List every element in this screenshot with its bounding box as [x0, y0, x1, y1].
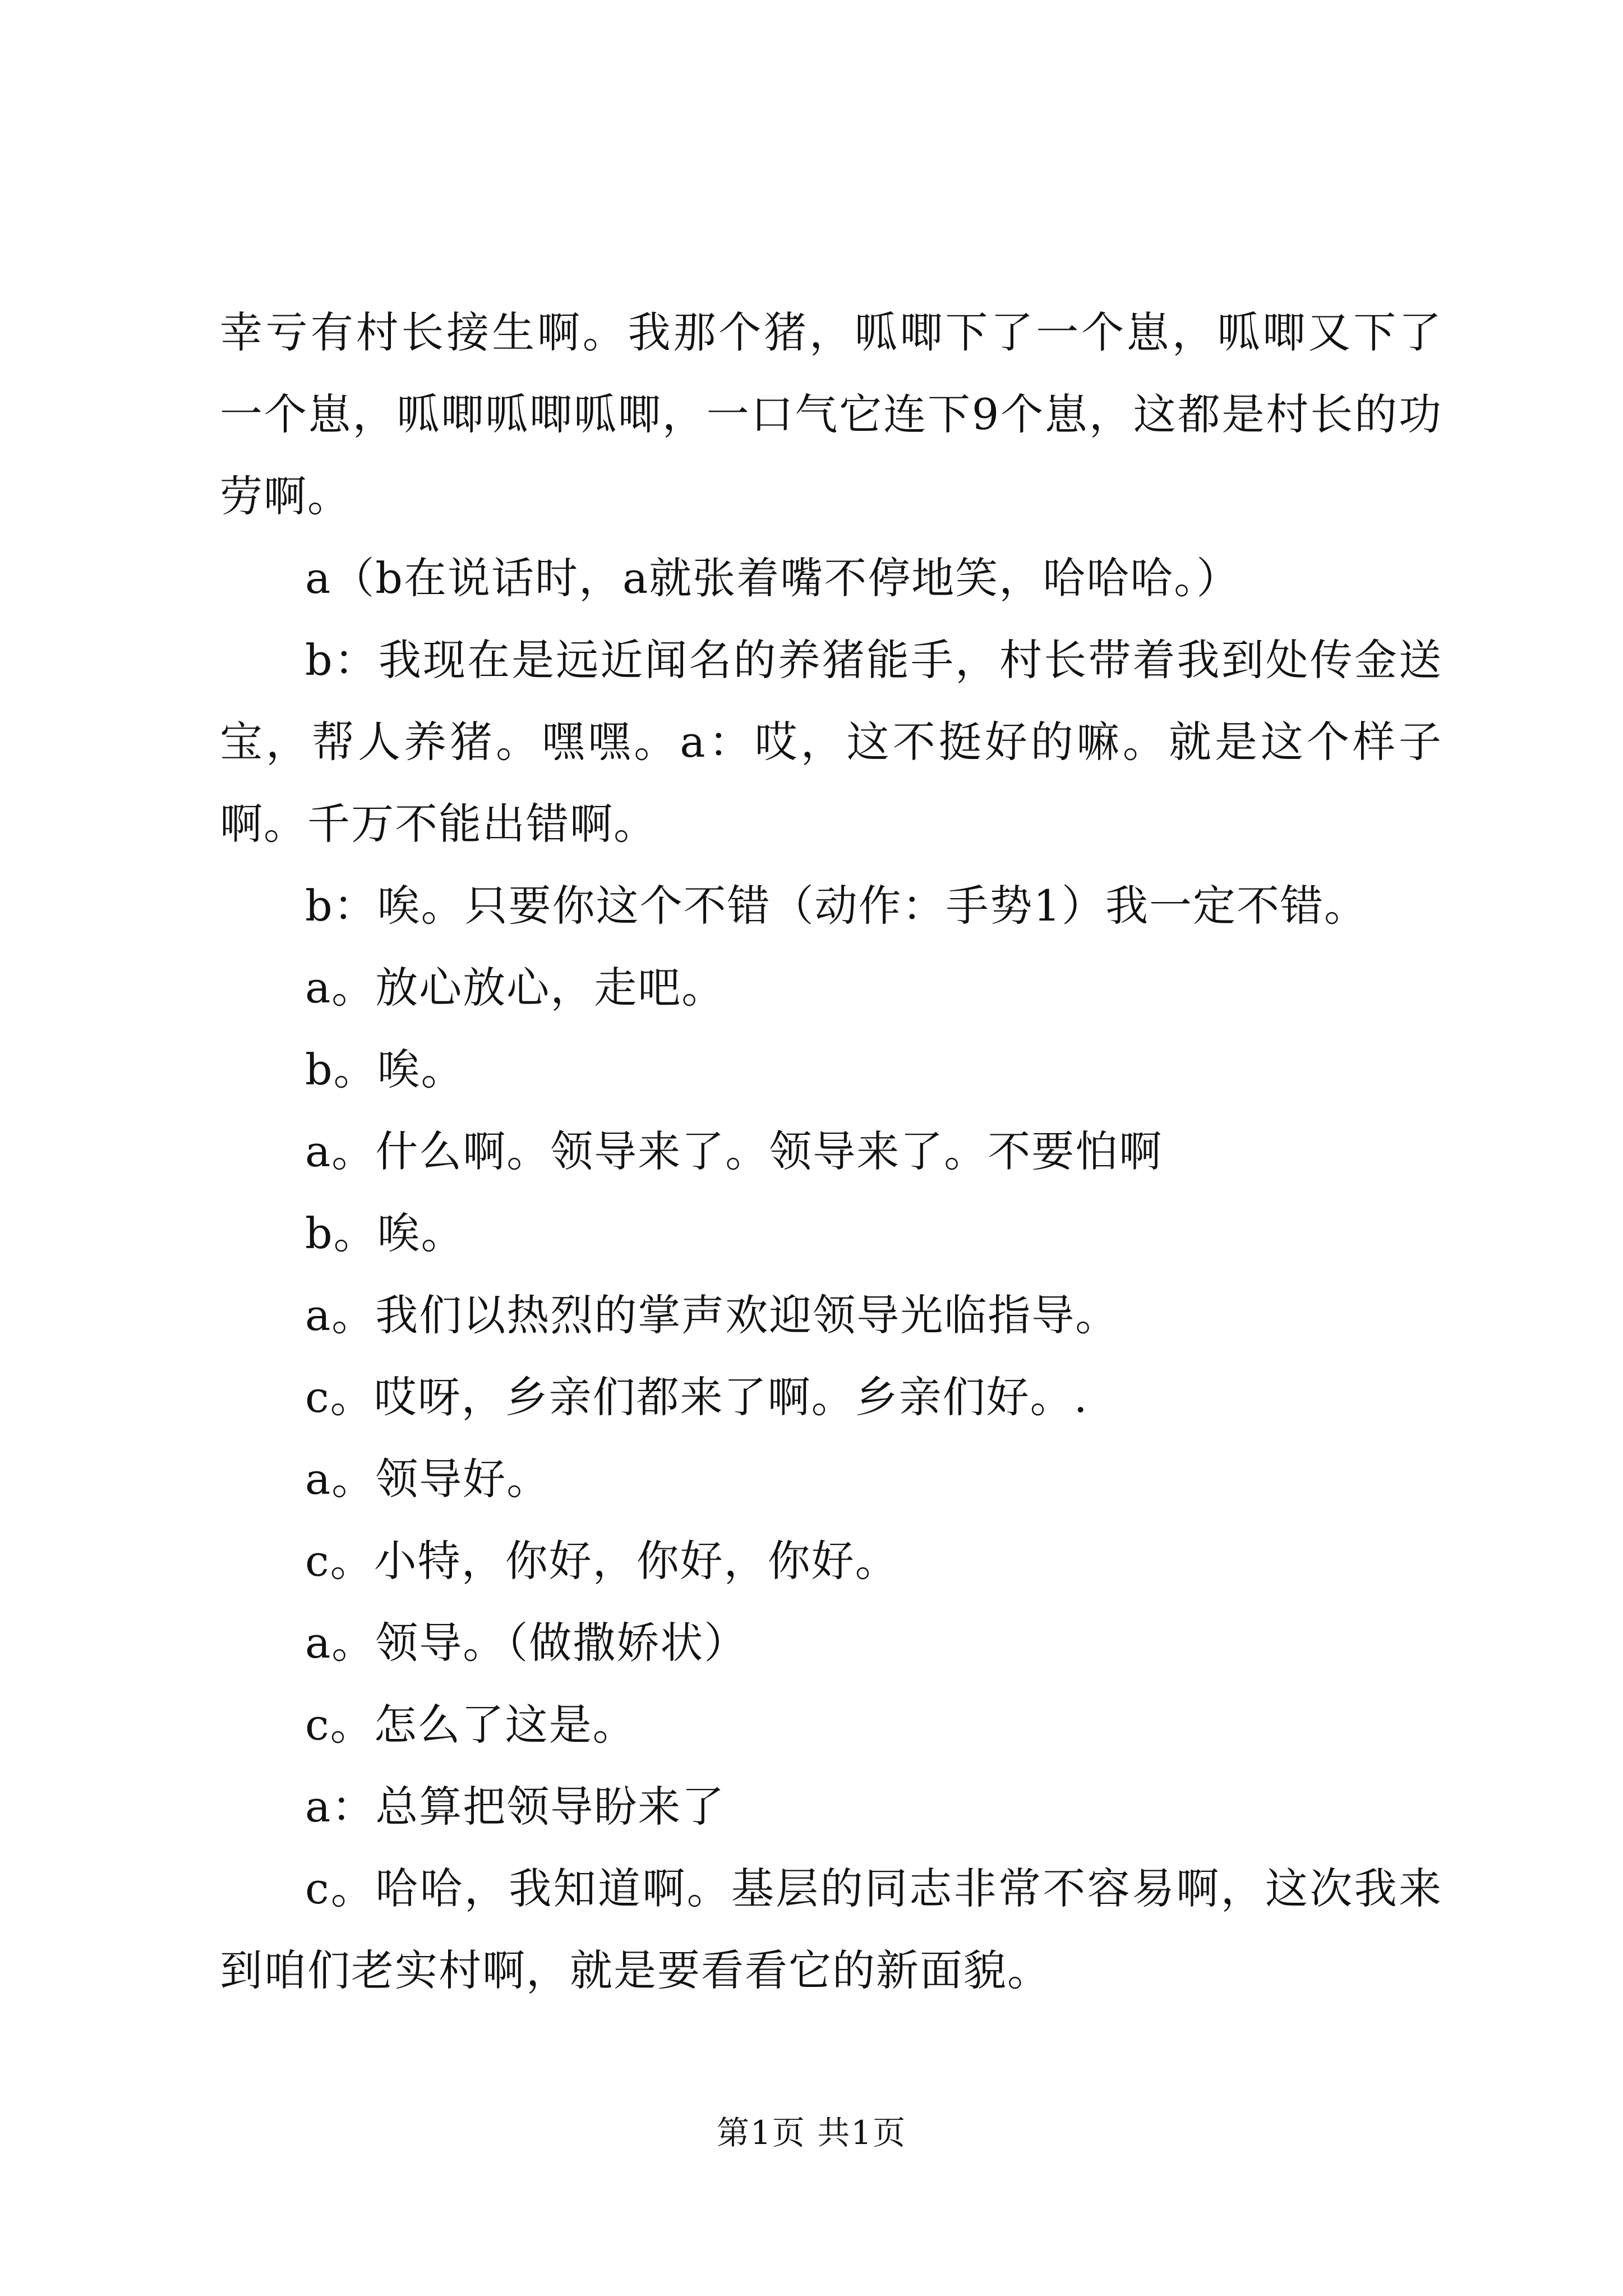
paragraph: c。怎么了这是。 [305, 1700, 637, 1750]
paragraph: b。唉。 [305, 1208, 465, 1258]
paragraph: c。哈哈，我知道啊。基层的同志非常不容易啊，这次我来到咱们老实村啊，就是要看看它的新面貌。 [220, 1864, 1442, 1995]
paragraph: c。哎呀，乡亲们都来了啊。乡亲们好。. [305, 1372, 1089, 1422]
paragraph: b：唉。只要你这个不错（动作：手势1）我一定不错。 [305, 881, 1368, 931]
paragraph: b：我现在是远近闻名的养猪能手，村长带着我到处传金送宝，帮人养猪。嘿嘿。a：哎，这不挺好的嘛。就是这个样子啊。千万不能出错啊。 [220, 635, 1442, 849]
paragraph: a。领导好。 [305, 1454, 551, 1504]
paragraph: a。我们以热烈的掌声欢迎领导光临指导。 [305, 1290, 1119, 1340]
paragraph: 幸亏有村长接生啊。我那个猪，呱唧下了一个崽，呱唧又下了一个崽，呱唧呱唧呱唧，一口气它连下9个崽，这都是村长的功劳啊。 [220, 307, 1442, 521]
paragraph: a。什么啊。领导来了。领导来了。不要怕啊 [305, 1126, 1163, 1176]
paragraph: b。唉。 [305, 1045, 465, 1094]
paragraph: a。放心放心，走吧。 [305, 963, 726, 1013]
page-number-footer: 第1页 共1页 [716, 2114, 907, 2152]
document-body [220, 292, 1442, 2012]
paragraph: a。领导。（做撒娇状） [305, 1618, 748, 1668]
paragraph: a：总算把领导盼来了 [305, 1782, 726, 1832]
paragraph: a（b在说话时，a就张着嘴不停地笑，哈哈哈。） [305, 553, 1241, 603]
paragraph: c。小特，你好，你好，你好。 [305, 1536, 899, 1586]
